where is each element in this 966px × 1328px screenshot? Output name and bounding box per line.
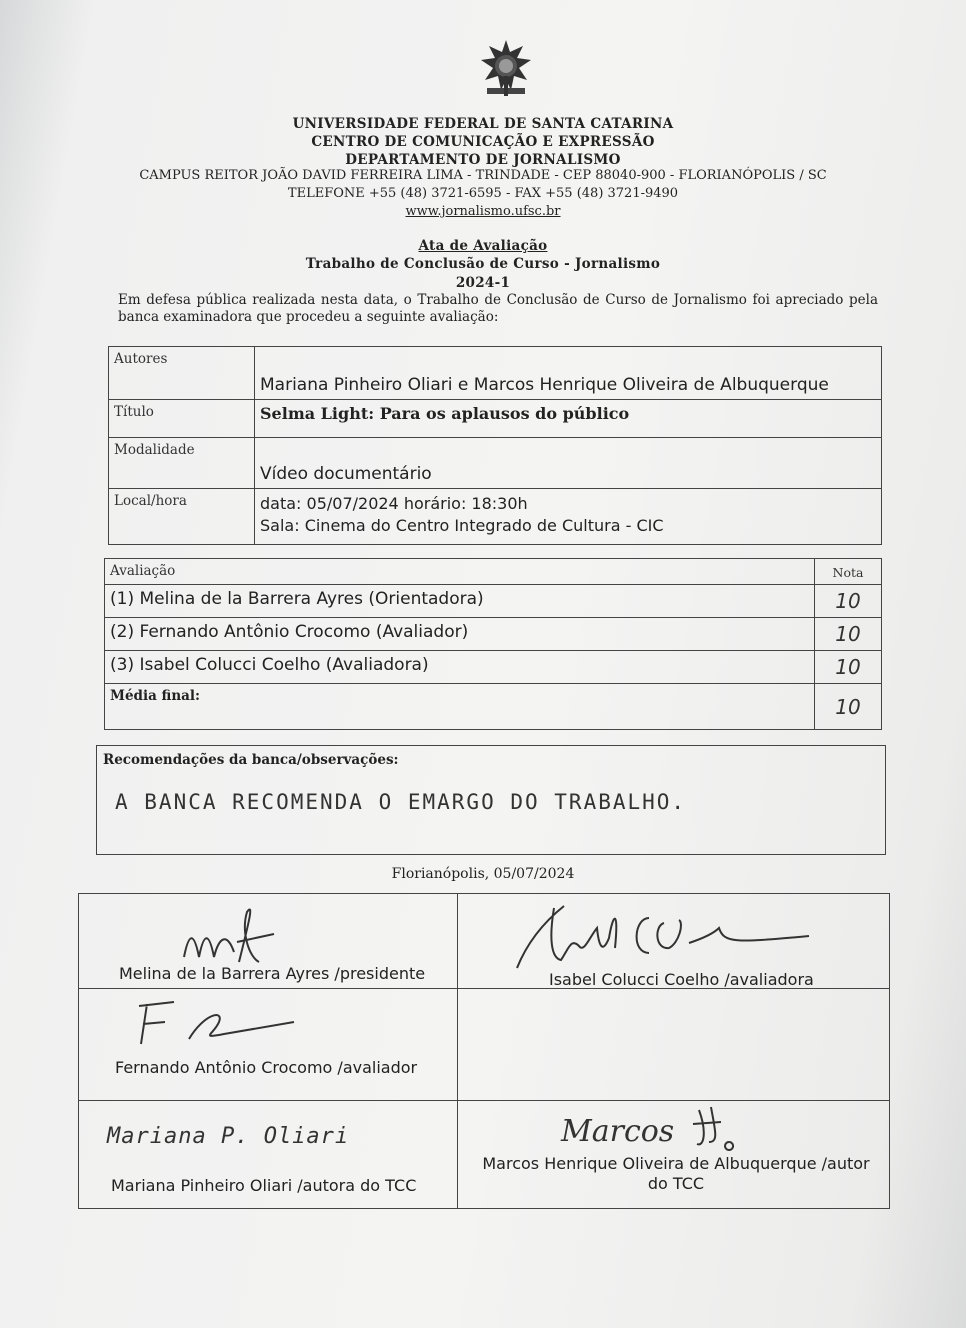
evaluation-row [105,651,882,684]
marcos-name: Marcos Henrique Oliveira de Albuquerque /autor do TCC [482,1154,870,1193]
room: Sala: Cinema do Centro Integrado de Cultura - CIC [260,516,664,535]
phone-fax: TELEFONE +55 (48) 3721-6595 - FAX +55 (48) 3721-9490 [287,186,679,201]
crest-icon [477,38,535,100]
place-date: Florianópolis, 05/07/2024 [391,866,575,882]
place-label: Local/hora [109,489,255,545]
evaluation-row [105,585,882,618]
department-name: DEPARTAMENTO DE JORNALISMO [345,152,621,168]
term: 2024-1 [455,275,511,291]
website-link: www.jornalismo.ufsc.br [405,204,561,219]
center-name: CENTRO DE COMUNICAÇÃO E EXPRESSÃO [311,134,655,150]
place-value [255,489,882,545]
recommendations-label: Recomendações da banca/observações: [103,752,399,768]
evaluator-name: (2) Fernando Antônio Crocomo (Avaliador) [105,618,815,651]
authors-label: Autores [109,347,255,400]
final-grade-label: Média final: [105,684,815,730]
university-name: UNIVERSIDADE FEDERAL DE SANTA CATARINA [292,116,674,132]
marcos-signature [689,1102,749,1152]
evaluator-grade: 10 [815,618,882,651]
evaluator-name: (1) Melina de la Barrera Ayres (Orientadora) [105,585,815,618]
evaluation-row [105,618,882,651]
evaluation-header: Avaliação [105,559,815,585]
modality-label: Modalidade [109,438,255,489]
isabel-signature [509,898,829,976]
authors-value: Mariana Pinheiro Oliari e Marcos Henrique Oliveira de Albuquerque [255,347,882,400]
final-grade: 10 [815,684,882,730]
mariana-handwritten: Mariana P. Oliari [107,1124,350,1149]
recommendations-text: A BANCA RECOMENDA O EMARGO DO TRABALHO. [115,790,687,814]
marcos-handwritten: Marcos [561,1114,675,1149]
campus-address: CAMPUS REITOR JOÃO DAVID FERREIRA LIMA - TRINDADE - CEP 88040-900 - FLORIANÓPOLIS / SC [139,168,827,183]
grade-header: Nota [815,559,882,585]
intro-paragraph: Em defesa pública realizada nesta data, o Trabalho de Conclusão de Curso de Jornalismo foi apreciado pela banca examinadora que procedeu a seguinte avaliação: [118,292,878,325]
evaluator-grade: 10 [815,585,882,618]
evaluator-name: (3) Isabel Colucci Coelho (Avaliadora) [105,651,815,684]
modality-value: Vídeo documentário [255,438,882,489]
title-value: Selma Light: Para os aplausos do público [255,400,882,438]
date-time: data: 05/07/2024 horário: 18:30h [260,494,528,513]
fernando-name: Fernando Antônio Crocomo /avaliador [115,1058,418,1077]
recommendations-box [96,745,886,855]
melina-name: Melina de la Barrera Ayres /presidente [119,964,426,983]
signature-grid [78,893,890,1209]
document-title: Ata de Avaliação [418,238,548,254]
info-table [108,346,882,545]
mariana-name: Mariana Pinheiro Oliari /autora do TCC [111,1176,417,1195]
title-label: Título [109,400,255,438]
fernando-signature [129,994,349,1054]
isabel-name: Isabel Colucci Coelho /avaliadora [549,970,814,989]
evaluation-table [104,558,882,730]
evaluator-grade: 10 [815,651,882,684]
document-subtitle: Trabalho de Conclusão de Curso - Jornalismo [305,256,661,272]
